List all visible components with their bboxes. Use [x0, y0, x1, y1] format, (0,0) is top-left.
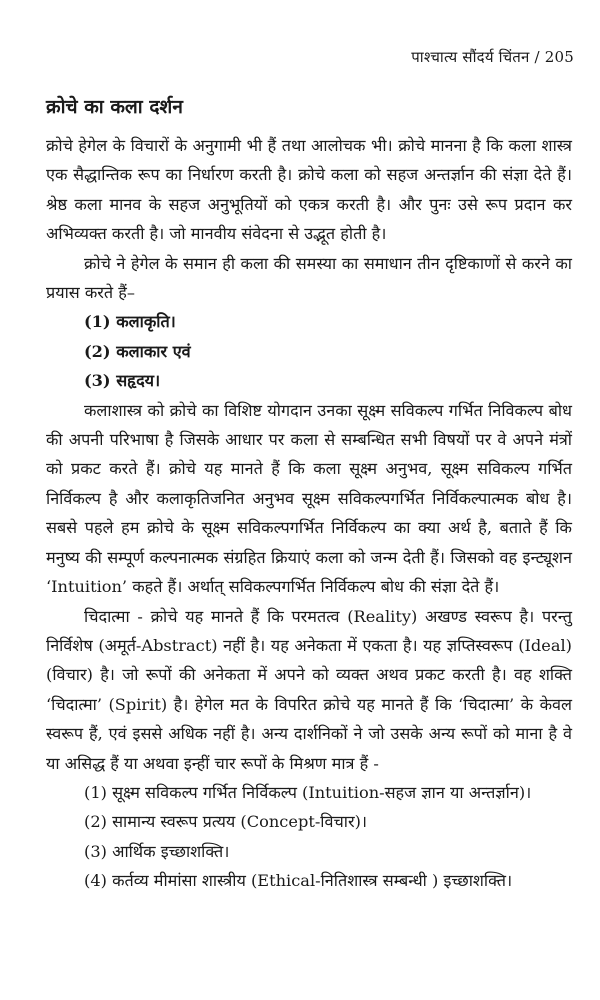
list-item: (1) सूक्ष्म सविकल्प गर्भित निर्विकल्प (Intuition-सहज ज्ञान या अन्तर्ज्ञान)। [84, 782, 532, 802]
list-item: (4) कर्तव्य मीमांसा शास्त्रीय (Ethical-नितिशास्त्र सम्बन्धी ) इच्छाशक्ति। [84, 871, 513, 891]
paragraph-intro: क्रोचे हेगेल के विचारों के अनुगामी भी हैं तथा आलोचक भी। क्रोचे मानना है कि कला शास्त्र एक सैद्धान्तिक रूप का निर्धारण करती है। क्रोचे कला को सहज अन्तर्ज्ञान की संज्ञा देते हैं। श्रेष्ठ कला मानव के सहज अनुभूतियों को एकत्र करती है। और पुनः उसे रूप प्रदान कर अभिव्यक्त करती है। जो मानवीय संवेदना से उद्भूत होती है। [46, 136, 572, 244]
body-text [46, 131, 572, 896]
list-item: (3) आर्थिक इच्छाशक्ति। [84, 841, 230, 861]
forms-list [46, 778, 572, 896]
running-head: पाश्चात्य सौंदर्य चिंतन / 205 [411, 48, 574, 66]
paragraph-contribution: कलाशास्त्र को क्रोचे का विशिष्ट योगदान उनका सूक्ष्म सविकल्प गर्भित निविकल्प बोध की अपनी परिभाषा है जिसके आधार पर कला से सम्बन्धित सभी विषयों पर वे अपने मंत्रों को प्रकट करते हैं। क्रोचे यह मानते हैं कि कला सूक्ष्म अनुभव, सूक्ष्म सविकल्प गर्भित निर्विकल्प है और कलाकृतिजनित अनुभव सूक्ष्म सविकल्पगर्भित निर्विकल्पात्मक बोध है। सबसे पहले हम क्रोचे के सूक्ष्म सविकल्पगर्भित निर्विकल्प का क्या अर्थ है, बताते हैं कि मनुष्य की सम्पूर्ण कल्पनात्मक संग्रहित क्रियाएं कला को जन्म देती हैं। जिसको वह इन्ट्यूशन ‘Intuition’ कहते हैं। अर्थात् सविकल्पगर्भित निर्विकल्प बोध की संज्ञा देते हैं। [46, 400, 572, 597]
perspectives-list [46, 307, 572, 395]
paragraph-chidatma: चिदात्मा - क्रोचे यह मानते हैं कि परमतत्व (Reality) अखण्ड स्वरूप है। परन्तु निर्विशेष (अमूर्त-Abstract) नहीं है। यह अनेकता में एकता है। यह ज्ञप्तिस्वरूप (Ideal) (विचार) है। जो रूपों की अनेकता में अपने को व्यक्त अथव प्रकट करती है। वह शक्ति ‘चिदात्मा’ (Spirit) है। हेगेल मत के विपरित क्रोचे यह मानते हैं कि ‘चिदात्मा’ के केवल स्वरूप हैं, एवं इससे अधिक नहीं है। अन्य दार्शनिकों ने जो उसके अन्य रूपों को माना है वे या असिद्ध हैं या अथवा इन्हीं चार रूपों के मिश्रण मात्र हैं - [46, 606, 572, 773]
list-item: (3) सहृदय। [84, 371, 161, 391]
section-title: क्रोचे का कला दर्शन [46, 96, 183, 118]
paragraph-perspectives: क्रोचे ने हेगेल के समान ही कला की समस्या का समाधान तीन दृष्टिकाणों से करने का प्रयास करते हैं– [46, 253, 572, 303]
list-item: (2) कलाकार एवं [84, 341, 191, 361]
list-item: (1) कलाकृति। [84, 312, 176, 332]
list-item: (2) सामान्य स्वरूप प्रत्यय (Concept-विचार)। [84, 812, 368, 832]
